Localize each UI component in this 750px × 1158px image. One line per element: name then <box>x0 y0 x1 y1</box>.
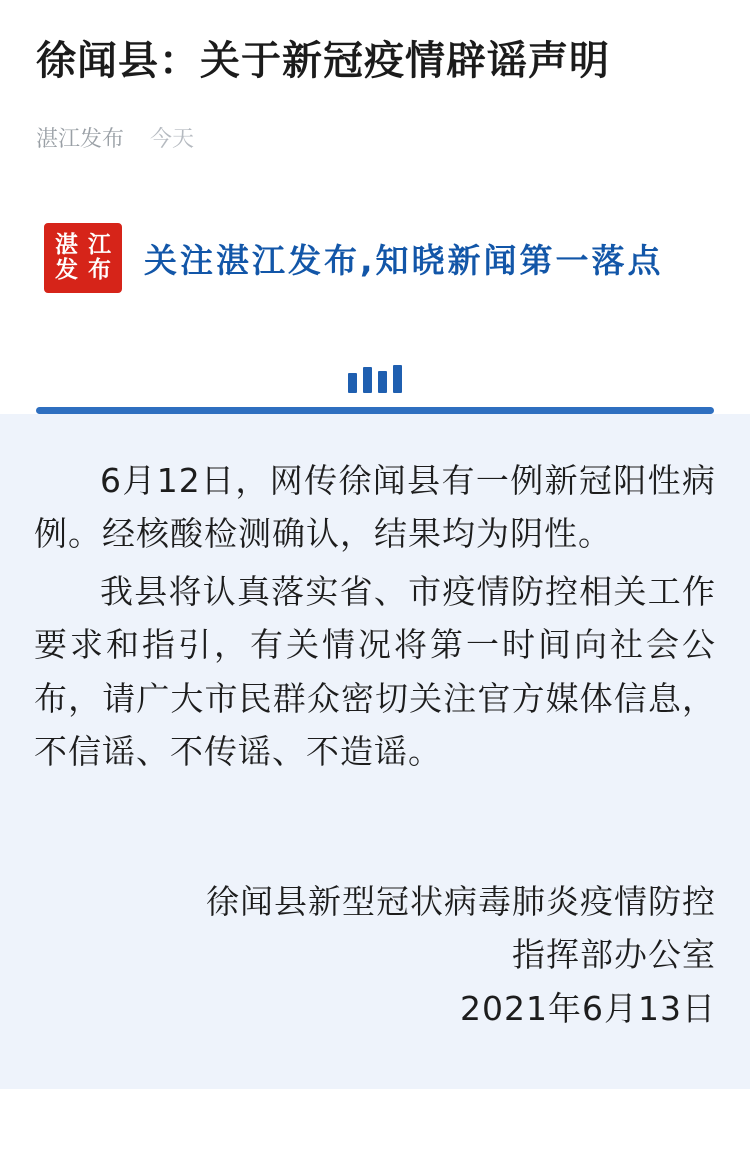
seal-char-4: 布 <box>88 257 111 283</box>
notice-signature <box>34 875 716 1035</box>
notice-body <box>0 414 750 1089</box>
seal-char-1: 湛 <box>55 231 78 258</box>
bar-3 <box>378 371 387 393</box>
signature-line-2: 指挥部办公室 <box>512 935 716 975</box>
signature-line-1: 徐闻县新型冠状病毒肺炎疫情防控 <box>206 881 716 921</box>
article-container <box>0 0 750 414</box>
page-bottom-spacer <box>0 1089 750 1117</box>
article-timestamp: 今天 <box>150 126 195 151</box>
divider-rule <box>36 407 714 414</box>
promo-banner <box>36 223 714 293</box>
zhanjiang-seal-icon <box>44 223 122 293</box>
notice-paragraph-2: 我县将认真落实省、市疫情防控相关工作要求和指引，有关情况将第一时间向社会公布，请广大市民群众密切关注官方媒体信息，不信谣、不传谣、不造谣。 <box>34 571 716 772</box>
bars-ornament-icon <box>36 359 714 393</box>
seal-char-3: 发 <box>55 257 78 283</box>
banner-slogan: 关注湛江发布,知晓新闻第一落点 <box>144 240 664 280</box>
article-source[interactable]: 湛江发布 <box>36 126 125 151</box>
signature-date: 2021年6月13日 <box>460 988 716 1028</box>
article-meta <box>36 122 714 153</box>
bar-4 <box>393 365 402 393</box>
seal-char-2: 江 <box>88 231 111 258</box>
bar-2 <box>363 367 372 393</box>
page-title: 徐闻县：关于新冠疫情辟谣声明 <box>36 38 610 84</box>
notice-paragraph-1: 6月12日，网传徐闻县有一例新冠阳性病例。经核酸检测确认，结果均为阴性。 <box>34 461 716 554</box>
bar-1 <box>348 373 357 393</box>
